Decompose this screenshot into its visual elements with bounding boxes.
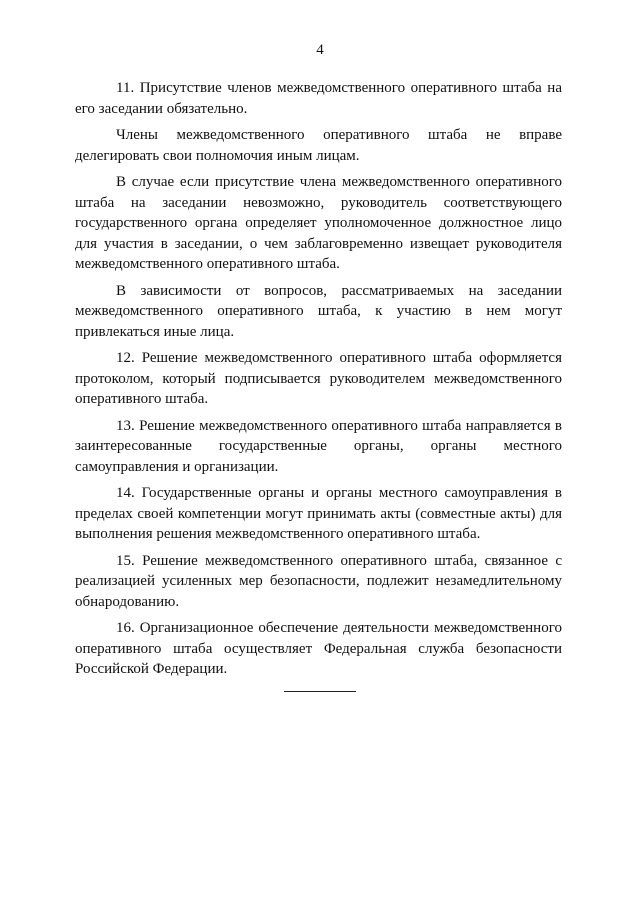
end-of-document-rule <box>284 691 356 692</box>
paragraph-12: 12. Решение межведомственного оперативного штаба оформляется протоколом, который подписывается руководителем межведомственного оперативного штаба. <box>75 350 562 407</box>
paragraph-members-delegation: Члены межведомственного оперативного штаба не вправе делегировать свои полномочия иным лицам. <box>75 127 562 164</box>
paragraph-11: 11. Присутствие членов межведомственного оперативного штаба на его заседании обязательно. <box>75 80 562 117</box>
paragraph-15: 15. Решение межведомственного оперативного штаба, связанное с реализацией усиленных мер безопасности, подлежит незамедлительному обнародованию. <box>75 552 562 610</box>
paragraph-14: 14. Государственные органы и органы местного самоуправления в пределах своей компетенции могут принимать акты (совместные акты) для выполнения решения межведомственного оперативного штаба. <box>75 485 562 542</box>
paragraph-13: 13. Решение межведомственного оперативного штаба направляется в заинтересованные государственные органы, органы местного самоуправления и организации. <box>75 417 562 475</box>
paragraph-absence-substitute: В случае если присутствие члена межведомственного оперативного штаба на заседании невозможно, руководитель соответствующего государственного органа определяет уполномоченное должностное лицо для участия в заседании, о чем заблаговременно извещает руководителя межведомственного оперативного штаба. <box>75 174 562 272</box>
paragraph-16: 16. Организационное обеспечение деятельности межведомственного оперативного штаба осуществляет Федеральная служба безопасности Российской Федерации. <box>75 620 562 677</box>
paragraph-other-participants: В зависимости от вопросов, рассматриваемых на заседании межведомственного оперативного штаба, к участию в нем могут привлекаться иные лица. <box>75 282 562 340</box>
page-number: 4 <box>316 42 324 58</box>
document-body <box>75 78 562 686</box>
